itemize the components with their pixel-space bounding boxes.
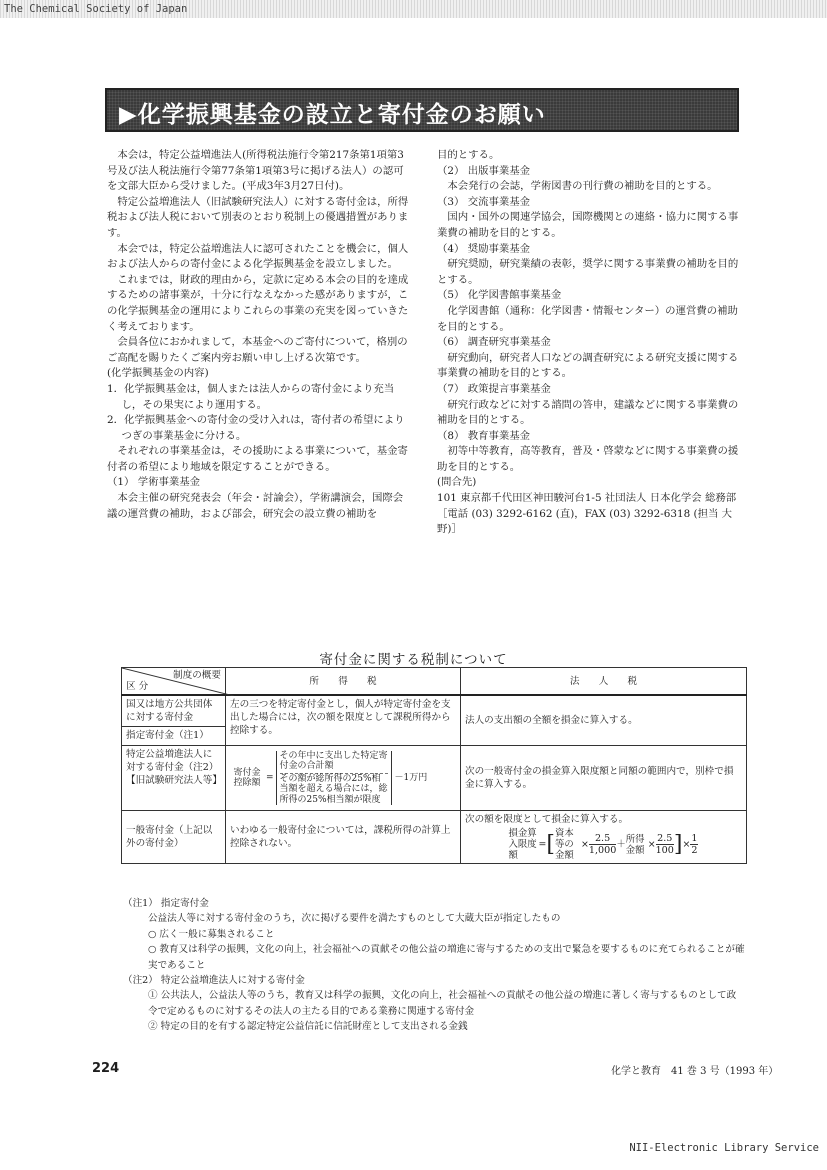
formula-term-a: その年中に支出した特定寄付金の合計額 [280,751,388,774]
note-line: （注1） 指定寄付金 [123,898,209,909]
body-paragraph: 研究行政などに対する諮問の答申，建議などに関する事業費の補助を目的とする。 [437,398,739,427]
note-line: ○ 教育又は科学の振興，文化の向上，社会福祉への貢献その他公益の増進に寄与するための支出で緊急を要するものに充てられることが確実であること [147,944,745,971]
left-column [107,148,413,522]
header-corporate-tax: 法 人 税 [461,668,747,696]
row-label-government: 国又は地方公共団体に対する寄付金 [122,695,226,727]
tax-table [121,667,747,864]
body-paragraph: 本会は，特定公益増進法人(所得税法施行令第217条第1項第3号及び法人税法施行令第77条第1項第3号に掲げる法人）の認可を文部大臣から受けました。(平成3年3月27日付)。 [107,149,404,193]
body-paragraph: （3） 交流事業基金 [437,195,531,208]
income-term: 所得金額 [625,833,645,856]
header-income-tax: 所 得 税 [226,668,461,696]
body-paragraph: 本会発行の会誌，学術図書の刊行費の補助を目的とする。 [447,180,718,193]
body-paragraph: 本会では，特定公益増進法人に認可されたことを機会に，個人および法人からの寄付金による化学振興基金を設立しました。 [107,242,409,271]
journal-citation: 化学と教育 41 巻 3 号（1993 年） [611,1066,779,1077]
body-paragraph: （7） 政策提言事業基金 [437,382,551,395]
body-paragraph: 国内・国外の関連学協会，国際機関との連絡・協力に関する事業費の補助を目的とする。 [437,211,739,239]
body-paragraph: （1） 学術事業基金 [107,476,201,489]
body-paragraph: これまでは，財政的理由から，定款に定める本会の目的を達成するための諸事業が，十分に行なえなかった感がありますが，この化学振興基金の運用によりこれらの事業の充実を図っていきたく考えております。 [107,273,409,333]
row-label-designated: 指定寄付金（注1） [122,727,226,746]
income-tax-desc: 左の三つを特定寄付金とし，個人が特定寄付金を支出した場合には，次の額を限度として課税所得から控除する。 [226,695,461,746]
body-paragraph: 研究奨励，研究業績の表彰，奨学に関する事業費の補助を目的とする。 [437,258,739,286]
corner-cell [122,668,226,696]
fraction-2: $\frac{2.5}{100}$ [655,833,674,856]
income-tax-general: いわゆる一般寄付金については，課税所得の計算上控除されない。 [226,811,461,864]
corp-general-text: 次の額を限度として損金に算入する。 [465,814,629,825]
body-paragraph: （8） 教育事業基金 [437,429,531,442]
body-paragraph: (問合先) [437,476,477,489]
page-title: ▶化学振興基金の設立と寄付金のお願い [119,102,546,128]
note-line: （注2） 特定公益増進法人に対する寄付金 [123,975,305,987]
body-paragraph: （5） 化学図書館事業基金 [437,289,562,302]
corp-limit-formula: 損金算入限度額 = [ 資本等の金額 × $\frac{2.5}{1,000}$ ＋ 所得金額 × $\frac{2.5}{100}$ ] × $\frac{1}{2}$ [508,828,698,861]
body-paragraph: 2．化学振興基金への寄付金の受け入れは，寄付者の希望によりつぎの事業基金に分ける。 [107,414,405,442]
note-line: ① 公共法人，公益法人等のうち，教育又は科学の振興，文化の向上，社会福祉への貢献その他公益の増進に著しく寄与するものとして政令で定めるものに対するその法人の主たる目的である業務に関連する寄付金 [147,990,737,1017]
deduction-formula: 寄付金控除額 = その年中に支出した特定寄付金の合計額 その額が総所得の25%相当額を超える場合には，総所得の25%相当額が限度 －1万円 [226,746,461,811]
right-column [437,148,742,538]
capital-term: 資本等の金額 [555,828,574,861]
body-paragraph: 1．化学振興基金は，個人または法人からの寄付金により充当し，その果実により運用する。 [107,382,395,411]
page-number: 224 [92,1061,120,1076]
body-paragraph: (化学振興基金の内容) [107,367,209,380]
corp-tax-specified: 次の一般寄付金の損金算入限度額と同額の範囲内で，別枠で損金に算入する。 [461,746,747,811]
body-paragraph: （6） 調査研究事業基金 [437,336,551,349]
body-paragraph: 化学図書館（通称：化学図書・情報センター）の運営費の補助を目的とする。 [437,304,738,333]
body-paragraph: 研究動向，研究者人口などの調査研究による研究支援に関する事業費の補助を目的とする。 [437,351,739,380]
body-paragraph: （2） 出版事業基金 [437,164,531,177]
corner-top-label: 制度の概要 [173,670,221,681]
body-paragraph: 初等中等教育，高等教育，普及・啓蒙などに関する事業費の援助を目的とする。 [437,445,739,473]
body-paragraph: 目的とする。 [437,149,500,161]
corp-tax-general [461,811,747,864]
fraction-3: $\frac{1}{2}$ [691,833,698,856]
body-paragraph: それぞれの事業基金は，その援助による事業について，基金寄付者の希望により地域を限定することができる。 [107,445,408,473]
body-paragraph: 会員各位におかれまして，本基金へのご寄付について，格別のご高配を賜りたくご案内旁お願い申し上げる次第です。 [107,336,408,364]
table-notes [123,896,745,1035]
body-paragraph: 本会主催の研究発表会（年会・討論会），学術講演会，国際会議の運営費の補助，および部会，研究会の設立費の補助を [107,492,404,520]
corner-bottom-label: 区 分 [126,681,149,692]
body-paragraph: 101 東京都千代田区神田駿河台1-5 社団法人 日本化学会 総務部［電話 (03) 3292-6162 (直)，FAX (03) 3292-6318 (担当 大野)］ [437,492,737,536]
note-line: ○ 広く一般に募集されること [147,928,275,940]
formula-lhs: 寄付金控除額 [233,767,261,788]
library-service-footer: NII-Electronic Library Service [629,1142,819,1154]
source-header: The Chemical Society of Japan [4,3,188,15]
body-paragraph: 特定公益増進法人（旧試験研究法人）に対する寄付金は，所得税および法人税において別表のとおり税制上の優遇措置があります。 [107,195,409,239]
fraction-1: $\frac{2.5}{1,000}$ [588,833,617,856]
formula-term-b: その額が総所得の25%相当額を超える場合には，総所得の25%相当額が限度 [279,773,388,805]
body-paragraph: （4） 奨励事業基金 [437,242,531,255]
row-label-specified: 特定公益増進法人に対する寄付金（注2）【旧試験研究法人等】 [122,746,226,811]
corp-tax-full: 法人の支出額の全額を損金に算入する。 [461,695,747,746]
row-label-general: 一般寄付金（上記以外の寄付金） [122,811,226,864]
limit-lhs: 損金算入限度額 [508,828,537,861]
note-line: 公益法人等に対する寄付金のうち，次に掲げる要件を満たすものとして大蔵大臣が指定したもの [147,913,561,925]
title-banner [105,88,739,132]
note-line: ② 特定の目的を有する認定特定公益信託に信託財産として支出される金銭 [147,1021,468,1033]
formula-tail: －1万円 [394,772,428,783]
table-title: 寄付金に関する税制について [319,652,508,668]
